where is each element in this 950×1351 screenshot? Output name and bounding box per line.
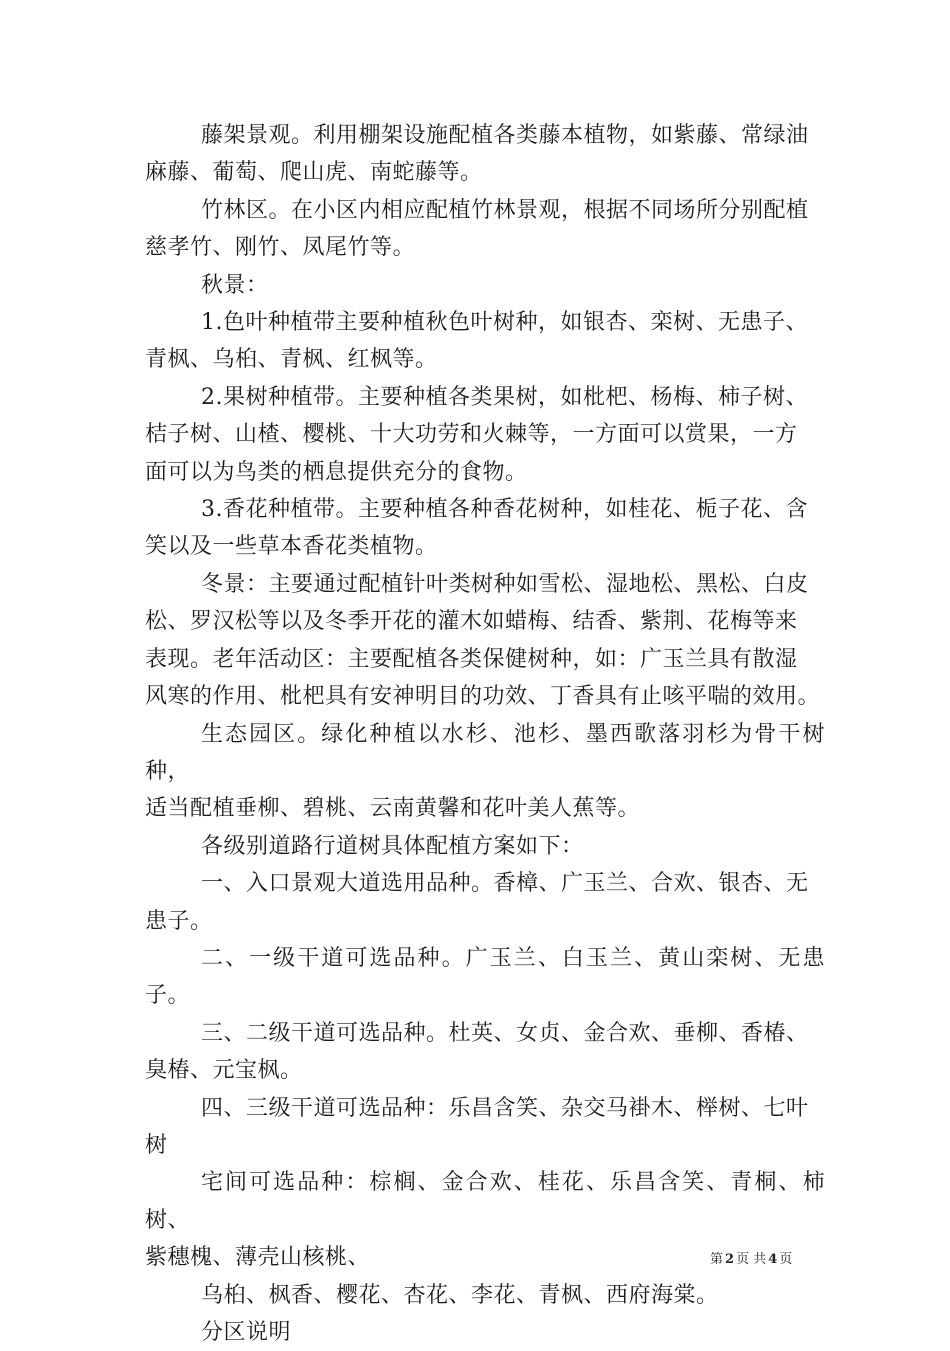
text-line: 分区说明: [201, 1320, 292, 1345]
paragraph: [145, 267, 825, 304]
document-body: [145, 117, 825, 1351]
text-line: 冬景：主要通过配植针叶类树种如雪松、湿地松、黑松、白皮: [201, 571, 809, 597]
text-line: 竹林区。在小区内相应配植竹林景观，根据不同场所分别配植: [201, 197, 809, 223]
footer-prefix: 第: [710, 1252, 724, 1267]
text-line: 各级别道路行道树具体配植方案如下：: [201, 833, 584, 859]
text-line: 树: [145, 1132, 168, 1158]
text-line: 笑以及一些草本香花类植物。: [145, 534, 438, 560]
footer-page-number: 2: [725, 1252, 735, 1267]
footer-total-pages: 4: [768, 1252, 778, 1267]
paragraph: [145, 1015, 825, 1090]
paragraph: [145, 1090, 825, 1165]
text-line: 面可以为鸟类的栖息提供充分的食物。: [145, 459, 528, 485]
paragraph: [145, 1277, 825, 1314]
text-line: 藤架景观。利用棚架设施配植各类藤本植物，如紫藤、常绿油: [201, 123, 809, 148]
text-line: 紫穗槐、薄壳山核桃、: [145, 1245, 371, 1271]
paragraph: [145, 566, 825, 716]
paragraph: [145, 117, 825, 192]
text-line: 臭椿、元宝枫。: [145, 1058, 303, 1084]
text-line: 二、一级干道可选品种。广玉兰、白玉兰、黄山栾树、无患子。: [145, 945, 825, 1009]
text-line: 适当配植垂柳、碧桃、云南黄馨和花叶美人蕉等。: [145, 796, 641, 822]
text-line: 2.果树种植带。主要种植各类果树，如枇杷、杨梅、柿子树、: [201, 384, 808, 410]
text-line: 青枫、乌桕、青枫、红枫等。: [145, 347, 438, 373]
text-line: 松、罗汉松等以及冬季开花的灌木如蜡梅、结香、紫荆、花梅等来: [145, 609, 798, 635]
text-line: 风寒的作用、枇杷具有安神明目的功效、丁香具有止咳平喘的效用。: [145, 684, 821, 710]
text-line: 患子。: [145, 908, 213, 934]
text-line: 一、入口景观大道选用品种。香樟、广玉兰、合欢、银杏、无: [201, 871, 809, 897]
text-line: 秋景：: [201, 272, 269, 298]
paragraph: [145, 940, 825, 1015]
text-line: 宅间可选品种：棕榈、金合欢、桂花、乐昌含笑、青桐、柿树、: [145, 1170, 825, 1233]
text-line: 桔子树、山楂、樱桃、十大功劳和火棘等，一方面可以赏果，一方: [145, 422, 798, 448]
paragraph: [145, 491, 825, 566]
paragraph: [145, 716, 825, 828]
text-line: 慈孝竹、刚竹、凤尾竹等。: [145, 235, 416, 261]
text-line: 三、二级干道可选品种。杜英、女贞、金合欢、垂柳、香椿、: [201, 1020, 809, 1046]
paragraph: [145, 304, 825, 379]
paragraph: [145, 865, 825, 940]
paragraph: [145, 192, 825, 267]
footer-middle: 页 共: [736, 1252, 767, 1267]
text-line: 表现。老年活动区：主要配植各类保健树种，如：广玉兰具有散湿: [145, 646, 798, 672]
text-line: 四、三级干道可选品种：乐昌含笑、杂交马褂木、榉树、七叶: [201, 1095, 809, 1121]
text-line: 3.香花种植带。主要种植各种香花树种，如桂花、栀子花、含: [201, 497, 808, 523]
footer-suffix: 页: [779, 1252, 793, 1267]
page-footer: [710, 1248, 792, 1267]
text-line: 1.色叶种植带主要种植秋色叶树种，如银杏、栾树、无患子、: [201, 310, 808, 336]
text-line: 麻藤、葡萄、爬山虎、南蛇藤等。: [145, 160, 483, 186]
text-line: 乌桕、枫香、樱花、杏花、李花、青枫、西府海棠。: [201, 1282, 719, 1308]
paragraph: [145, 379, 825, 491]
paragraph: [145, 1314, 825, 1351]
text-line: 生态园区。绿化种植以水杉、池杉、墨西歌落羽杉为骨干树种，: [145, 721, 825, 784]
paragraph: [145, 828, 825, 865]
